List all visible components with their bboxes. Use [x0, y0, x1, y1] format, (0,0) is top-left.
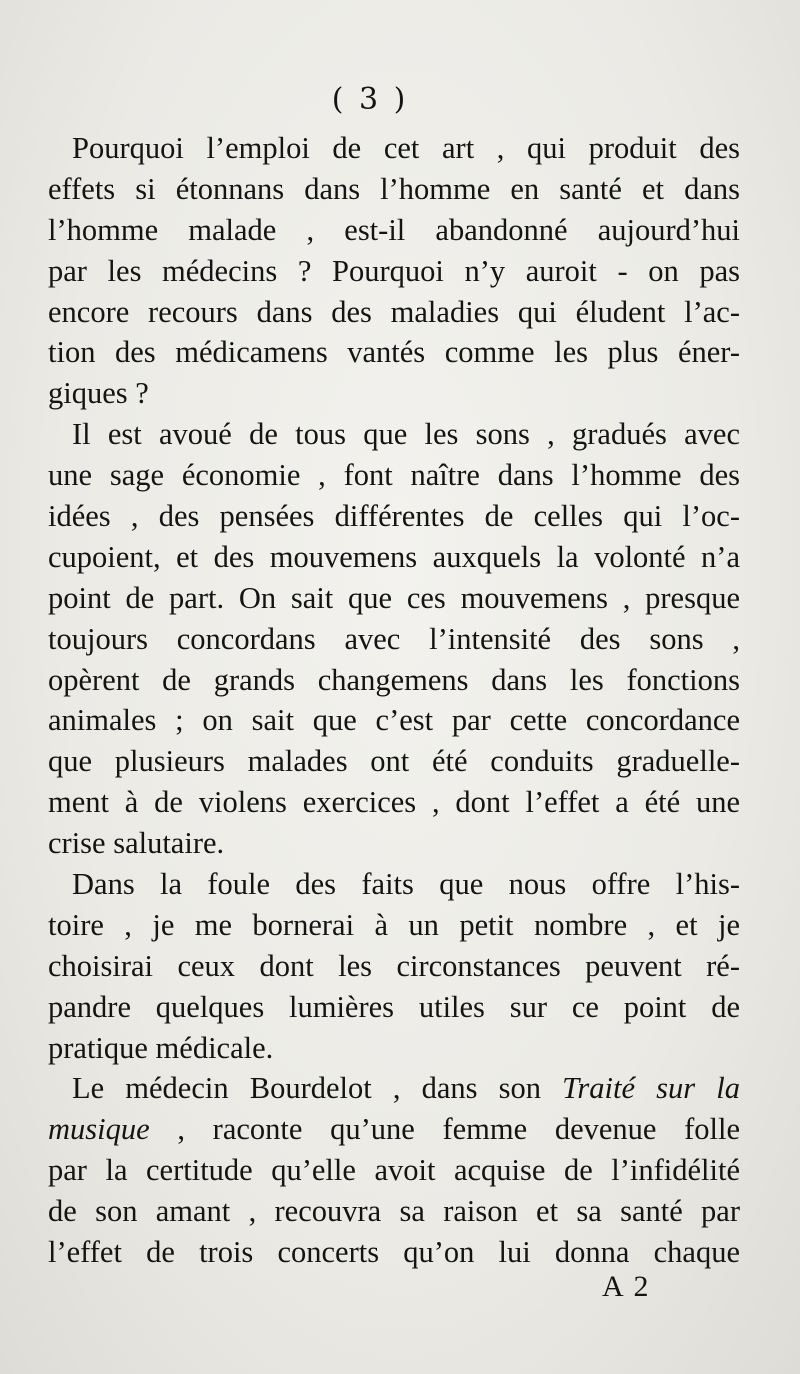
- text-line: par les médecins ? Pourquoi n’y auroit - on pas: [48, 253, 740, 288]
- book-title-italic: musique: [48, 1112, 150, 1147]
- text-line: de son amant , recouvra sa raison et sa santé par: [48, 1194, 740, 1229]
- text-line: giques ?: [48, 376, 149, 411]
- paragraph-3: [48, 864, 740, 1068]
- text-line: pandre quelques lumières utiles sur ce point de: [48, 989, 740, 1024]
- body-text: [48, 128, 740, 1273]
- text-line: point de part. On sait que ces mouvemens , presque: [48, 580, 740, 615]
- text-line: l’effet de trois concerts qu’on lui donna chaque: [48, 1235, 740, 1270]
- text-line: toire , je me bornerai à un petit nombre , et je: [48, 907, 740, 942]
- text-line: une sage économie , font naître dans l’homme des: [48, 458, 740, 493]
- text-line: que plusieurs malades ont été conduits graduelle-: [48, 744, 740, 779]
- text-line: l’homme malade , est-il abandonné aujourd’hui: [48, 212, 740, 247]
- text-line: encore recours dans des maladies qui éludent l’ac-: [48, 294, 740, 329]
- text-line: toujours concordans avec l’intensité des sons ,: [48, 621, 740, 656]
- text-line: ment à de violens exercices , dont l’effet a été une: [48, 785, 740, 820]
- text-line: Dans la foule des faits que nous offre l’his-: [72, 867, 740, 902]
- text-line: [48, 1068, 740, 1109]
- text-line: Pourquoi l’emploi de cet art , qui produit des: [72, 131, 740, 165]
- text-line: idées , des pensées différentes de celles qui l’oc-: [48, 499, 740, 534]
- text-line: crise salutaire.: [48, 826, 225, 861]
- text-line: effets si étonnans dans l’homme en santé et dans: [48, 171, 740, 206]
- book-title-italic: Traité sur la: [562, 1071, 740, 1106]
- text-line: pratique médicale.: [48, 1030, 274, 1065]
- text-line: par la certitude qu’elle avoit acquise de l’infidélité: [48, 1153, 740, 1188]
- paragraph-2: [48, 414, 740, 864]
- paragraph-4: [48, 1068, 740, 1272]
- signature-mark: A 2: [602, 1270, 651, 1303]
- text-line: opèrent de grands changemens dans les fonctions: [48, 662, 740, 697]
- text-line: Il est avoué de tous que les sons , gradués avec: [72, 417, 740, 452]
- text-run: Le médecin Bourdelot , dans son: [72, 1071, 541, 1106]
- text-line: cupoient, et des mouvemens auxquels la volonté n’a: [48, 539, 740, 574]
- page-number: ( 3 ): [331, 82, 409, 117]
- text-line: [48, 1109, 740, 1150]
- text-line: choisirai ceux dont les circonstances peuvent ré-: [48, 948, 740, 983]
- text-line: tion des médicamens vantés comme les plus éner-: [48, 335, 740, 370]
- text-run: , raconte qu’une femme devenue folle: [177, 1112, 741, 1147]
- text-line: animales ; on sait que c’est par cette concordance: [48, 703, 740, 738]
- paragraph-1: [48, 128, 740, 414]
